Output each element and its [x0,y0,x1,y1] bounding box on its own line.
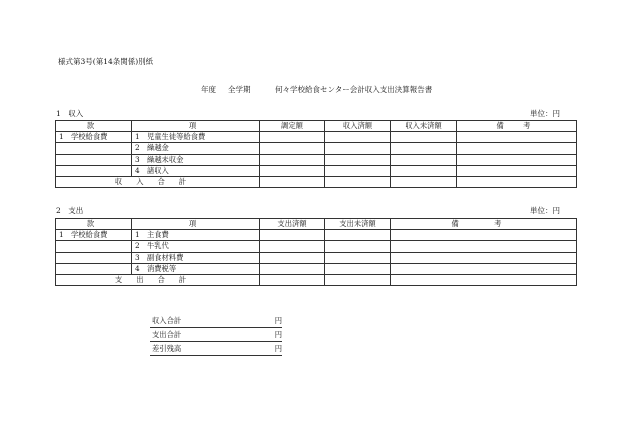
income-cell [325,132,391,143]
summary-unit: 円 [274,344,282,353]
income-unit-label: 単位：円 [530,109,560,118]
expense-cell [391,241,577,252]
expense-header-kan: 款 [56,219,132,230]
income-cell [391,132,457,143]
income-cell [260,132,325,143]
expense-cell [325,252,391,263]
expense-cell [260,230,325,241]
summary-row [150,317,282,328]
income-cell [457,154,577,165]
expense-kan-cell [56,263,132,274]
expense-kan-cell [56,241,132,252]
expense-cell [325,230,391,241]
income-cell [391,154,457,165]
title-period: 全学期 [228,85,251,94]
table-row [56,263,577,274]
form-number: 様式第3号(第14条関係)別紙 [58,57,154,66]
income-cell [260,154,325,165]
income-kan-cell [56,165,132,176]
expense-header-unpaid: 支出未済額 [325,219,391,230]
expense-total-label: 支出合計 [56,274,260,285]
expense-cell [391,230,577,241]
expense-total-row [56,274,577,285]
income-cell [325,154,391,165]
expense-header-paid: 支出済額 [260,219,325,230]
summary-row [150,331,282,342]
expense-cell [391,274,577,285]
table-row [56,132,577,143]
expense-cell [325,241,391,252]
expense-unit-label: 単位：円 [530,206,560,215]
expense-kan-cell: 1 学校給食費 [56,230,132,241]
summary-unit: 円 [274,330,282,339]
income-total-row [56,176,577,187]
income-header-unreceived: 収入未済額 [391,121,457,132]
expense-cell [260,263,325,274]
expense-table [55,218,577,286]
income-header-remarks: 備 考 [457,121,577,132]
income-cell [260,176,325,187]
expense-cell [325,263,391,274]
income-cell [457,132,577,143]
table-row [56,252,577,263]
income-header-assessed: 調定額 [260,121,325,132]
income-table [55,120,577,188]
table-row [56,154,577,165]
income-cell [325,176,391,187]
income-cell [457,165,577,176]
expense-header-row [56,219,577,230]
income-section-label: 1 収入 [56,109,84,118]
expense-cell [325,274,391,285]
income-cell [391,176,457,187]
expense-section-label: 2 支出 [56,206,84,215]
page-title: 何々学校給食センター会計収入支出決算報告書 [275,85,433,94]
income-cell [391,165,457,176]
summary-label: 収入合計 [152,316,182,325]
expense-item: 1 主食費 [132,230,260,241]
table-row [56,230,577,241]
expense-header-kou: 項 [132,219,260,230]
table-row [56,143,577,154]
summary-row [150,345,282,356]
income-cell [260,143,325,154]
income-cell [457,143,577,154]
income-cell [457,176,577,187]
table-row [56,165,577,176]
income-cell [325,165,391,176]
income-cell [260,165,325,176]
expense-item: 4 消費税等 [132,263,260,274]
expense-item: 2 牛乳代 [132,241,260,252]
income-header-received: 収入済額 [325,121,391,132]
income-cell [325,143,391,154]
expense-cell [391,263,577,274]
expense-cell [260,241,325,252]
income-item: 4 諸収入 [132,165,260,176]
income-kan-cell [56,143,132,154]
summary-unit: 円 [274,316,282,325]
income-kan-cell [56,154,132,165]
summary-label: 差引残高 [152,344,182,353]
expense-cell [260,252,325,263]
expense-cell [391,252,577,263]
income-header-kou: 項 [132,121,260,132]
income-cell [391,143,457,154]
income-item: 1 児童生徒等給食費 [132,132,260,143]
expense-cell [260,274,325,285]
income-header-row [56,121,577,132]
expense-item: 3 副食材料費 [132,252,260,263]
table-row [56,241,577,252]
income-header-kan: 款 [56,121,132,132]
summary-label: 支出合計 [152,330,182,339]
income-item: 2 繰越金 [132,143,260,154]
expense-kan-cell [56,252,132,263]
income-item: 3 繰越未収金 [132,154,260,165]
income-kan-cell: 1 学校給食費 [56,132,132,143]
income-total-label: 収入合計 [56,176,260,187]
expense-header-remarks: 備 考 [391,219,577,230]
title-year: 年度 [201,85,216,94]
